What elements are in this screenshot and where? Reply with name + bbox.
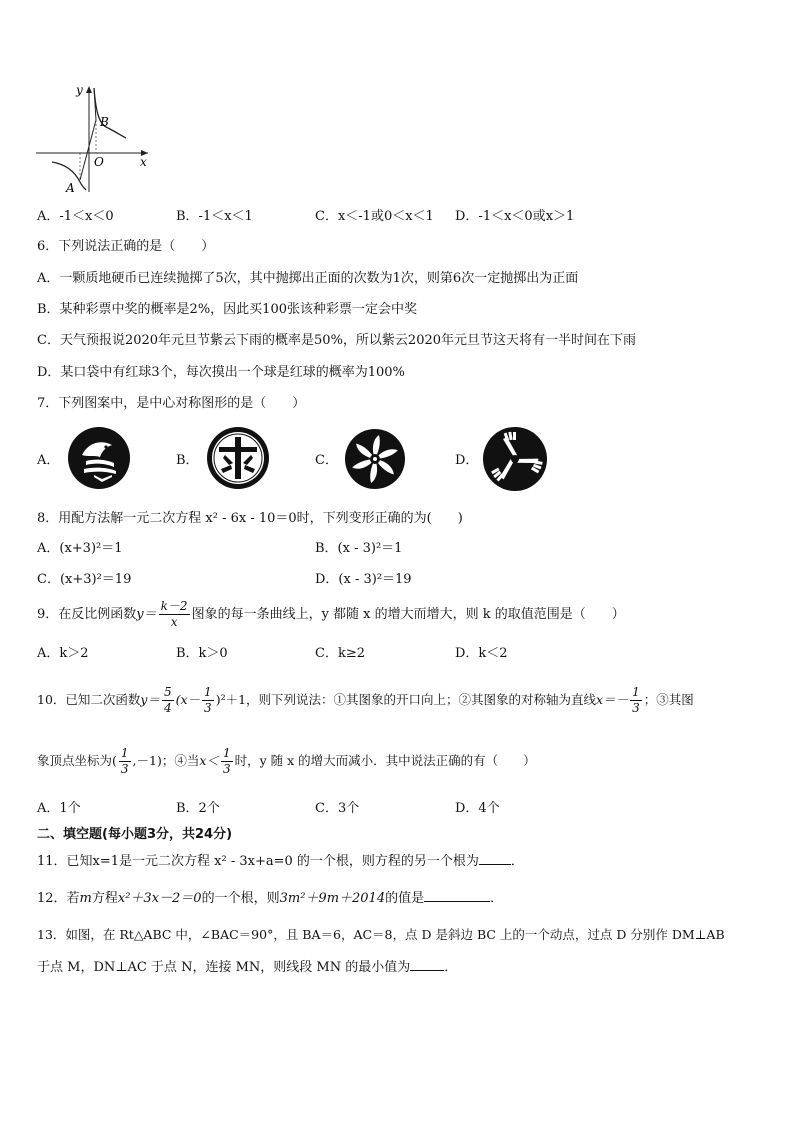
q12 xyxy=(37,889,503,908)
q6-stem: 6．下列说法正确的是（ ） xyxy=(37,239,215,254)
q9-option-a: A．k＞2 xyxy=(37,646,89,661)
q10-option-d: D．4个 xyxy=(455,801,500,816)
q13-answer-blank xyxy=(410,958,444,971)
q10-coef-frac xyxy=(162,685,174,716)
q11 xyxy=(37,852,524,871)
section-2-heading: 二、填空题(每小题3分，共24分) xyxy=(37,827,233,842)
q10-line-2 xyxy=(37,743,536,779)
q9-frac-num: k－2 xyxy=(160,599,188,613)
q10-lt-frac xyxy=(221,746,233,777)
q13-end: ． xyxy=(444,960,458,975)
q12-text-d: 的值是 xyxy=(385,891,425,906)
q9-stem-b: 图象的每一条曲线上，y 都随 x 的增大而增大，则 k 的取值范围是（ ） xyxy=(191,607,625,622)
q6-option-b: B．某种彩票中奖的概率是2%，因此买100张该种彩票一定会中奖 xyxy=(37,302,417,317)
q10-line2-b: ；④当 xyxy=(161,753,200,768)
q10-coef-den: 4 xyxy=(163,701,172,715)
q5-option-b: B．-1＜x＜1 xyxy=(176,209,253,224)
q10-line2-a: 象顶点坐标为 xyxy=(37,753,113,768)
q6-option-c: C．天气预报说2020年元旦节紫云下雨的概率是50%，所以紫云2020年元旦节这天将有一半时间在下雨 xyxy=(37,333,637,348)
emblem-b-glyph xyxy=(205,425,271,491)
q10-axis-den: 3 xyxy=(632,701,640,715)
q10-axis-frac xyxy=(630,685,642,716)
q7-label-d: D． xyxy=(455,453,479,468)
graph-x-label: x xyxy=(140,155,147,169)
q12-text-c: 的一个根，则 xyxy=(201,891,280,906)
q5-option-a: A．-1＜x＜0 xyxy=(37,209,114,224)
q10-vertex-close: ,－1) xyxy=(132,753,162,768)
q9-y-eq: y＝ xyxy=(136,607,157,622)
q8-option-a: A．(x+3)²＝1 xyxy=(37,541,123,556)
q10-stem-c: ；③其图 xyxy=(643,692,694,707)
q10-vertex-frac xyxy=(119,746,131,777)
q7-label-c: C． xyxy=(315,453,338,468)
q10-third-frac xyxy=(202,685,214,716)
q12-answer-blank xyxy=(424,889,490,902)
q8-option-c: C．(x+3)²＝19 xyxy=(37,572,132,587)
q10-stem-a: 10．已知二次函数 xyxy=(37,692,141,707)
q10-option-b: B．2个 xyxy=(176,801,220,816)
q7-label-b: B． xyxy=(176,453,199,468)
q8-option-b: B．(x - 3)²＝1 xyxy=(315,541,403,556)
q12-end: ． xyxy=(490,891,504,906)
q13-line-1: 13．如图，在 Rt△ABC 中，∠BAC＝90°，且 BA＝6，AC＝8，点 D 是斜边 BC 上的一个动点，过点 D 分别作 DM⊥AB xyxy=(37,927,725,942)
q9-option-b: B．k＞0 xyxy=(176,646,228,661)
graph-point-b: B xyxy=(100,115,109,129)
q12-m: m xyxy=(79,891,92,906)
q6-option-d: D．某口袋中有红球3个，每次摸出一个球是红球的概率为100% xyxy=(37,365,405,380)
q12-expression: 3m²＋9m＋2014 xyxy=(279,891,386,906)
q5-option-c: C．x＜-1或0＜x＜1 xyxy=(315,209,434,224)
emblem-d-hands xyxy=(481,425,549,493)
q10-vertex-open: ( xyxy=(112,753,117,768)
q7-label-a: A． xyxy=(37,453,60,468)
q10-vertex-den: 3 xyxy=(120,762,129,776)
q5-option-d: D．-1＜x＜0或x＞1 xyxy=(455,209,575,224)
q10-option-a: A．1个 xyxy=(37,801,81,816)
emblem-a-dove-book xyxy=(66,425,132,491)
q9-stem xyxy=(37,597,625,633)
q10-x-lt: x＜ xyxy=(199,753,219,768)
q12-equation: x²＋3x－2＝0 xyxy=(117,891,202,906)
q10-y-eq: y＝ xyxy=(140,692,160,707)
q10-line-1 xyxy=(37,682,694,718)
q10-paren-open: (x－ xyxy=(175,692,201,707)
q11-text: 11．已知x=1是一元二次方程 x² - 3x+a=0 的一个根，则方程的另一个根为 xyxy=(37,854,479,869)
graph-origin-label: O xyxy=(94,155,104,169)
q10-lt-den: 3 xyxy=(222,762,231,776)
q10-axis-num: 1 xyxy=(632,685,640,699)
q10-lt-num: 1 xyxy=(222,746,231,760)
q10-line2-c: 时，y 随 x 的增大而减小．其中说法正确的有（ ） xyxy=(234,753,536,768)
q10-option-c: C．3个 xyxy=(315,801,360,816)
q11-end: ． xyxy=(510,854,524,869)
q9-fraction xyxy=(159,599,190,630)
q10-vertex-num: 1 xyxy=(120,746,129,760)
q9-frac-den: x xyxy=(170,615,178,629)
q13-line-2 xyxy=(37,958,457,977)
q10-stem-b: ，则下列说法：①其图象的开口向上；②其图象的对称轴为直线 xyxy=(246,692,597,707)
emblem-c-pinwheel-flower xyxy=(343,427,407,491)
hyperbola-graph xyxy=(36,80,156,195)
q10-third-num: 1 xyxy=(204,685,212,699)
q12-text-a: 12．若 xyxy=(37,891,80,906)
graph-point-a: A xyxy=(66,181,75,195)
q10-third-den: 3 xyxy=(204,701,212,715)
q6-option-a: A．一颗质地硬币已连续抛掷了5次，其中抛掷出正面的次数为1次，则第6次一定抛掷出为正面 xyxy=(37,271,579,286)
q11-answer-blank xyxy=(479,852,511,865)
q10-coef-num: 5 xyxy=(163,685,172,699)
graph-y-label: y xyxy=(76,83,83,97)
q10-paren-close: )²＋1 xyxy=(215,692,247,707)
q12-text-b: 方程 xyxy=(91,891,118,906)
q7-stem: 7．下列图案中，是中心对称图形的是（ ） xyxy=(37,396,306,411)
q9-option-c: C．k≥2 xyxy=(315,646,365,661)
q8-stem: 8．用配方法解一元二次方程 x² - 6x - 10＝0时，下列变形正确的为( ) xyxy=(37,511,463,526)
q9-option-d: D．k＜2 xyxy=(455,646,508,661)
q13-line2-text: 于点 M，DN⊥AC 于点 N，连接 MN，则线段 MN 的最小值为 xyxy=(37,960,411,975)
q10-x-eq-neg: x＝－ xyxy=(596,692,629,707)
q9-stem-a: 9．在反比例函数 xyxy=(37,607,137,622)
q8-option-d: D．(x - 3)²＝19 xyxy=(315,572,412,587)
